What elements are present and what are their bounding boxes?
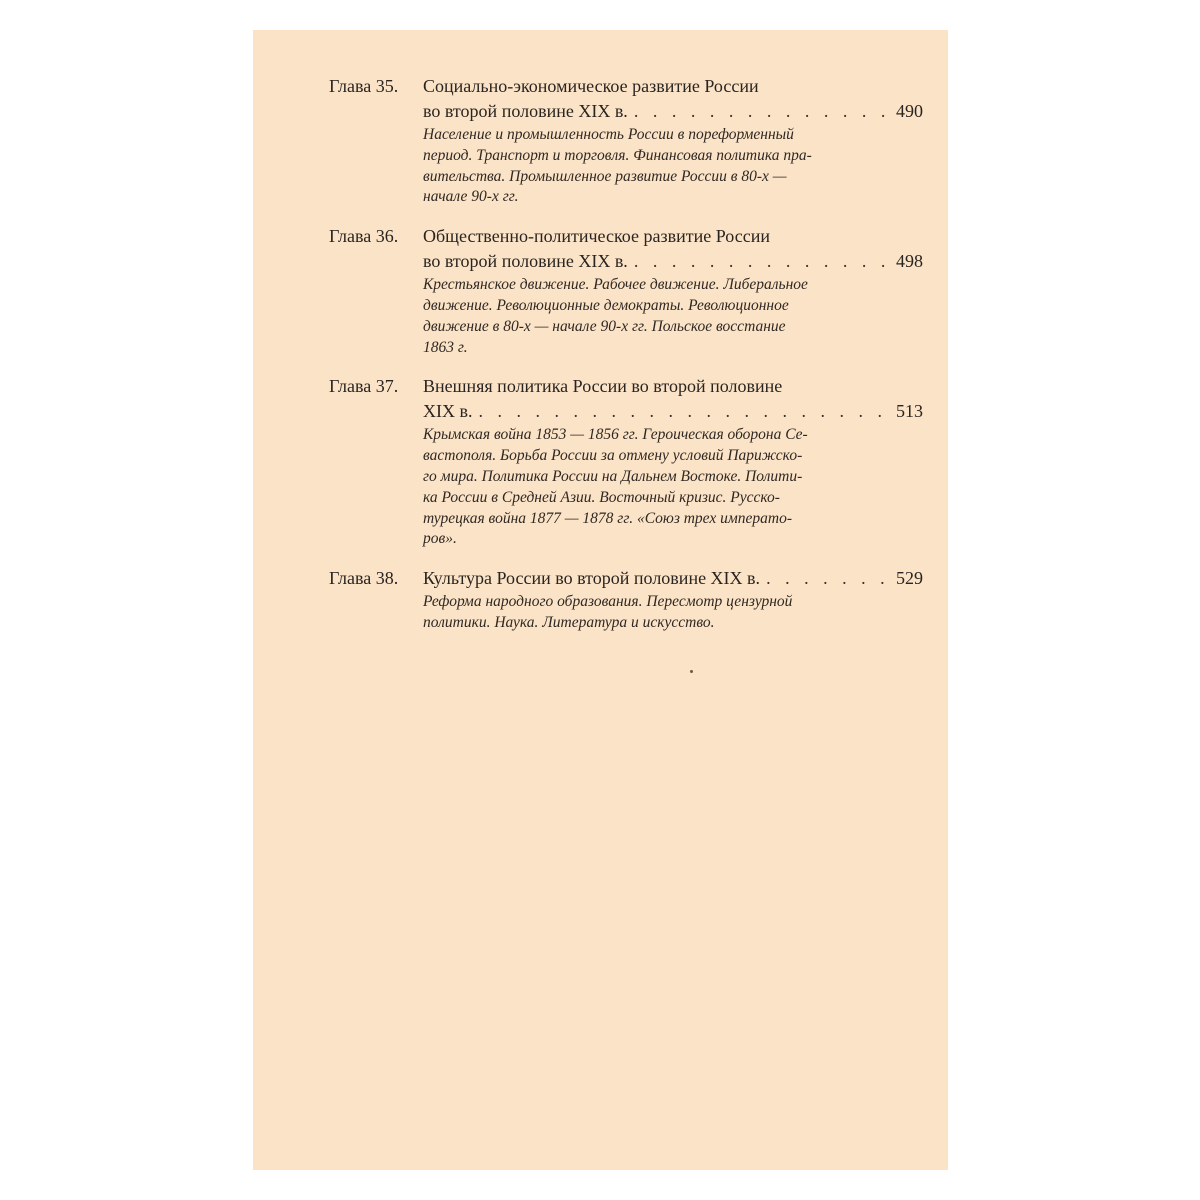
summary-line: вастополя. Борьба России за отмену условий Парижско- (423, 447, 803, 465)
page-number: 513 (896, 401, 923, 422)
chapter-title-last-line (423, 99, 923, 124)
summary-line: движение. Революционные демократы. Революционное (423, 296, 789, 314)
page-number: 529 (896, 568, 923, 589)
summary-line: Крестьянское движение. Рабочее движение. Либеральное (423, 276, 808, 294)
chapter-title-last-line (423, 249, 923, 274)
chapter-label: Глава 36. (329, 226, 399, 247)
summary-line: движение в 80-х — начале 90-х гг. Польское восстание (423, 317, 786, 335)
chapter-title-text: во второй половине XIX в. (423, 101, 628, 121)
chapter-title-last-line (423, 566, 923, 591)
dot-leader (766, 566, 892, 591)
chapter-title-text: Культура России во второй половине XIX в. (423, 568, 761, 589)
table-of-contents (329, 74, 923, 634)
chapter-label: Глава 37. (329, 376, 399, 397)
dot-leader (479, 399, 893, 424)
paper-speck (690, 670, 693, 673)
dot-leader (634, 249, 892, 274)
summary-line: период. Транспорт и торговля. Финансовая политика пра- (423, 146, 812, 164)
chapter-title-line: Общественно-политическое развитие России (423, 226, 770, 247)
summary-line: Крымская война 1853 — 1856 гг. Героическая оборона Се- (423, 426, 808, 444)
chapter-title-line: Внешняя политика России во второй половине (423, 376, 783, 397)
summary-line: 1863 г. (423, 338, 468, 356)
toc-entry-chapter-38 (329, 566, 923, 634)
chapter-summary (423, 592, 863, 634)
chapter-title-last-line (423, 399, 923, 424)
chapter-body (423, 566, 923, 634)
chapter-body (423, 224, 923, 358)
chapter-label: Глава 38. (329, 568, 399, 589)
summary-line: политики. Наука. Литература и искусство. (423, 613, 715, 631)
chapter-summary (423, 275, 863, 358)
summary-line: вительства. Промышленное развитие России в 80-х — (423, 167, 787, 185)
chapter-title-text: во второй половине XIX в. (423, 251, 628, 272)
chapter-summary (423, 125, 863, 208)
chapter-label: Глава 35. (329, 76, 399, 96)
toc-entry-chapter-36 (329, 224, 923, 358)
book-page (253, 30, 948, 1170)
toc-entry-chapter-35 (329, 74, 923, 208)
summary-line: начале 90-х гг. (423, 188, 519, 206)
page-number: 490 (896, 101, 923, 121)
page-number: 498 (896, 251, 923, 272)
toc-entry-chapter-37 (329, 374, 923, 550)
chapter-title-line: Социально-экономическое развитие России (423, 76, 759, 96)
chapter-title-text: XIX в. (423, 401, 473, 422)
summary-line: турецкая война 1877 — 1878 гг. «Союз трех императо- (423, 509, 792, 527)
summary-line: Население и промышленность России в пореформенный (423, 126, 794, 143)
chapter-body (423, 74, 923, 208)
summary-line: ка России в Средней Азии. Восточный кризис. Русско- (423, 488, 780, 506)
summary-line: го мира. Политика России на Дальнем Востоке. Полити- (423, 467, 803, 485)
chapter-summary (423, 425, 863, 550)
dot-leader (634, 99, 892, 124)
summary-line: ров». (423, 530, 457, 548)
chapter-body (423, 374, 923, 550)
summary-line: Реформа народного образования. Пересмотр цензурной (423, 593, 793, 611)
